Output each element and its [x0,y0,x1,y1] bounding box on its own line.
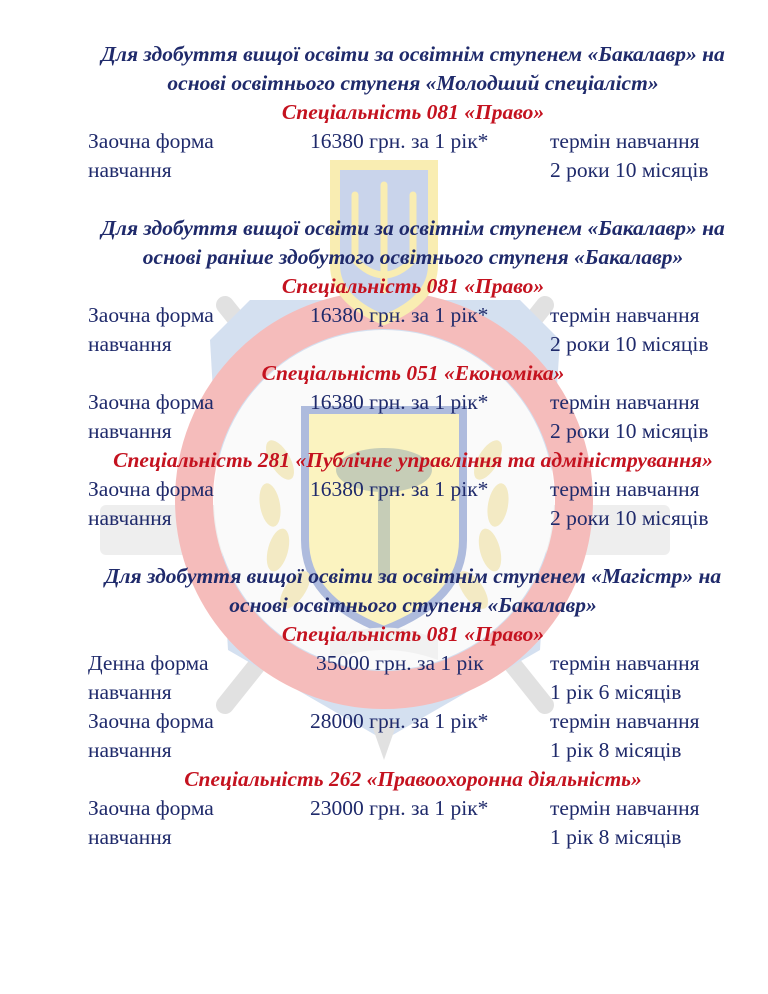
study-form: Денна форма навчання [88,651,209,704]
study-form: Заочна форма навчання [88,709,214,762]
study-term: термін навчання 2 роки 10 місяців [550,390,709,443]
study-form: Заочна форма навчання [88,796,214,849]
tuition-row [88,127,738,185]
section-heading: Для здобуття вищої освіти за освітнім ступенем «Бакалавр» на основі освітнього ступеня «Молодший спеціаліст» [101,42,725,95]
price: 16380 грн. за 1 рік* [310,303,489,327]
tuition-row [88,301,738,359]
specialty-title: Спеціальність 281 «Публічне управління та адміністрування» [113,448,713,472]
study-term: термін навчання 1 рік 6 місяців [550,651,700,704]
section-gap [88,185,738,214]
tuition-row [88,707,738,765]
section-heading: Для здобуття вищої освіти за освітнім ступенем «Бакалавр» на основі раніше здобутого освітнього ступеня «Бакалавр» [101,216,725,269]
tuition-row [88,794,738,852]
price: 28000 грн. за 1 рік* [310,709,489,733]
price: 16380 грн. за 1 рік* [310,390,489,414]
price: 16380 грн. за 1 рік* [310,129,489,153]
specialty-title: Спеціальність 262 «Правоохоронна діяльність» [184,767,642,791]
study-form: Заочна форма навчання [88,129,214,182]
section-heading: Для здобуття вищої освіти за освітнім ступенем «Магістр» на основі освітнього ступеня «Бакалавр» [104,564,722,617]
study-form: Заочна форма навчання [88,303,214,356]
specialty-title: Спеціальність 081 «Право» [281,100,545,124]
specialty-title: Спеціальність 051 «Економіка» [261,361,565,385]
price: 23000 грн. за 1 рік* [310,796,489,820]
section-gap [88,533,738,562]
price: 35000 грн. за 1 рік [316,651,484,675]
study-term: термін навчання 2 роки 10 місяців [550,477,709,530]
specialty-title: Спеціальність 081 «Право» [281,274,545,298]
tuition-row [88,475,738,533]
study-term: термін навчання 2 роки 10 місяців [550,129,709,182]
tuition-document [88,40,738,852]
study-form: Заочна форма навчання [88,390,214,443]
price: 16380 грн. за 1 рік* [310,477,489,501]
study-term: термін навчання 1 рік 8 місяців [550,709,700,762]
study-term: термін навчання 1 рік 8 місяців [550,796,700,849]
study-term: термін навчання 2 роки 10 місяців [550,303,709,356]
specialty-title: Спеціальність 081 «Право» [281,622,545,646]
study-form: Заочна форма навчання [88,477,214,530]
tuition-row [88,388,738,446]
tuition-row [88,649,738,707]
